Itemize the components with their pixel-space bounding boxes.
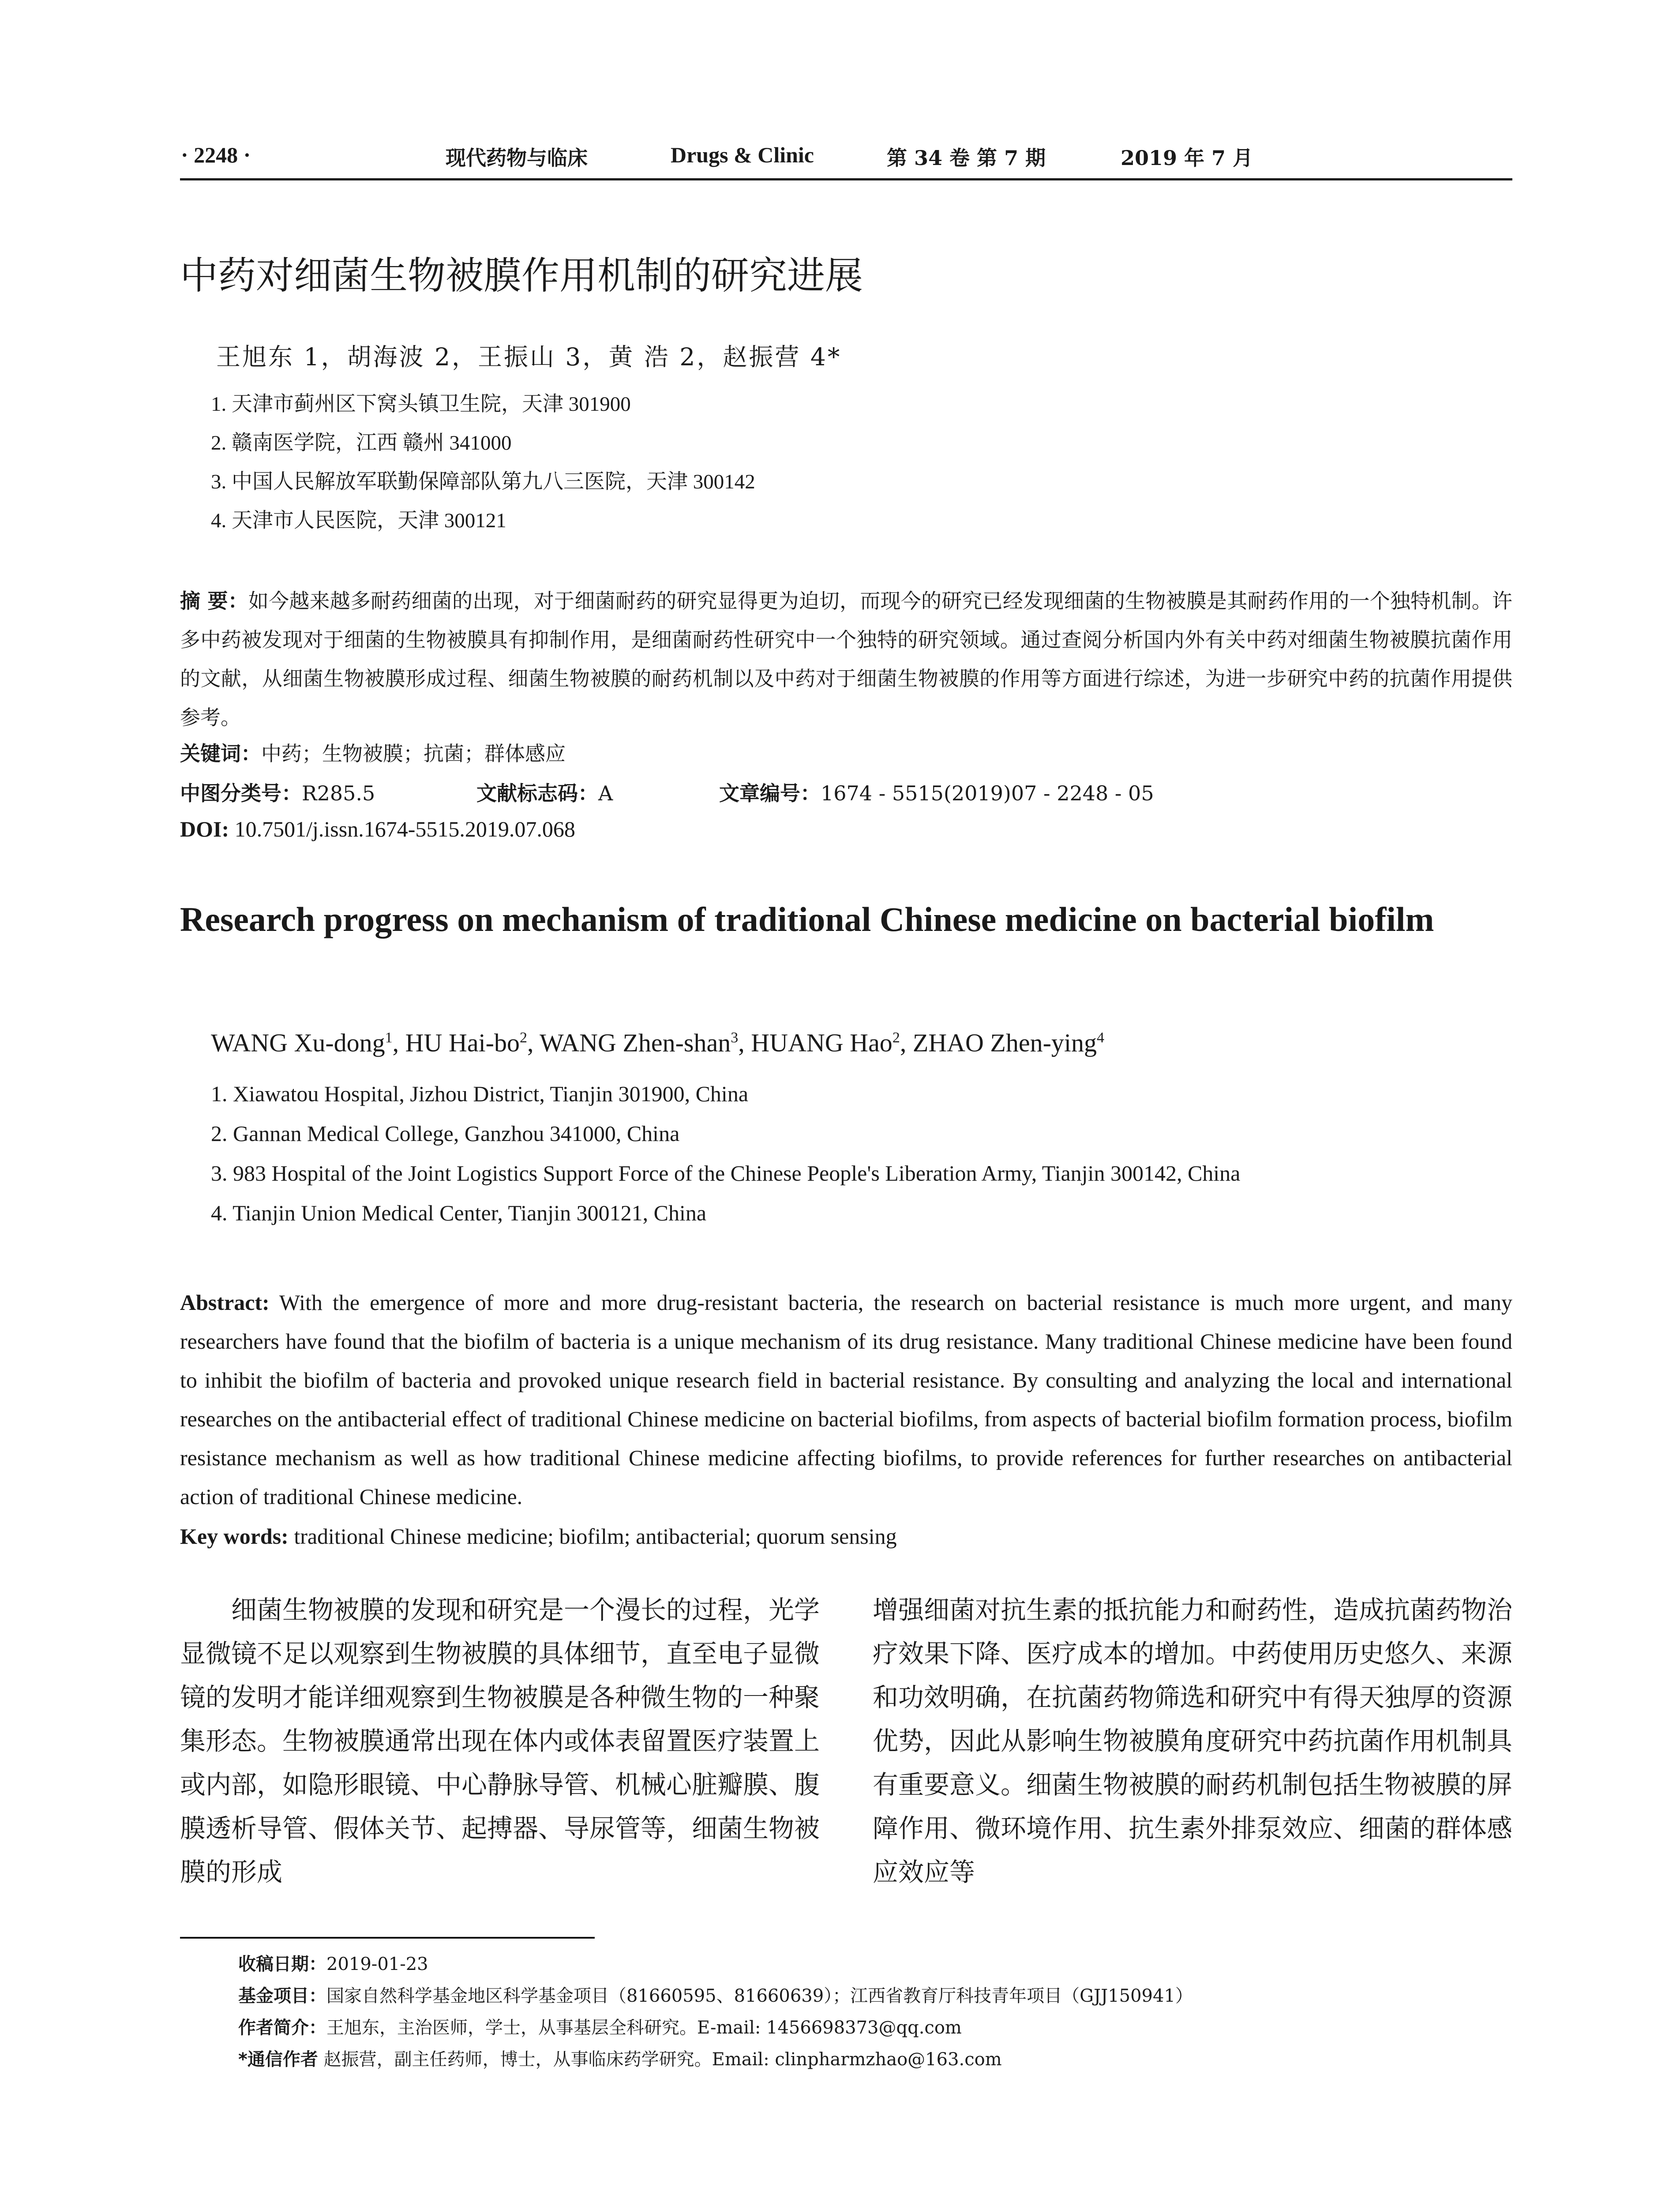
author-sep: ,	[738, 1028, 751, 1057]
issue-date: 2019 年 7 月	[1121, 146, 1253, 170]
author-sep: ,	[900, 1028, 913, 1057]
document-code-label: 文献标志码：	[476, 781, 598, 805]
classification-line	[180, 777, 375, 807]
author-name: HUANG Hao	[751, 1028, 892, 1057]
english-abstract	[180, 1283, 1512, 1516]
page-number: · 2248 ·	[181, 143, 251, 167]
author-sep: ,	[392, 1028, 405, 1057]
author-affil-sup: 3	[731, 1029, 739, 1046]
english-authors	[211, 1028, 1104, 1058]
english-affiliation-1: 1. Xiawatou Hospital, Jizhou District, Tianjin 301900, China	[211, 1081, 749, 1106]
footnote-text: 国家自然科学基金地区科学基金项目（81660595、81660639）；江西省教育厅科技青年项目（GJJ150941）	[326, 1986, 1193, 2006]
chinese-authors: 王旭东 1，胡海波 2，王振山 3，黄 浩 2，赵振营 4*	[216, 343, 842, 371]
author-affil-sup: 2	[520, 1029, 528, 1046]
chinese-affiliation-3: 3. 中国人民解放军联勤保障部队第九八三医院，天津 300142	[211, 470, 755, 493]
author-name: HU Hai-bo	[405, 1028, 520, 1057]
body-column-left: 细菌生物被膜的发现和研究是一个漫长的过程，光学显微镜不足以观察到生物被膜的具体细节，直至电子显微镜的发明才能详细观察到生物被膜是各种微生物的一种聚集形态。生物被膜通常出现在体内或体表留置医疗装置上或内部，如隐形眼镜、中心静脉导管、机械心脏瓣膜、腹膜透析导管、假体关节、起搏器、导尿管等，细菌生物被膜的形成	[180, 1595, 820, 1887]
author-name: WANG Xu-dong	[211, 1028, 385, 1057]
chinese-affiliation-2: 2. 赣南医学院，江西 赣州 341000	[211, 431, 512, 454]
chinese-keywords-label: 关键词：	[180, 742, 261, 765]
doi-line	[180, 816, 575, 842]
clc-label: 中图分类号：	[180, 781, 302, 805]
english-affiliation-3: 3. 983 Hospital of the Joint Logistics Support Force of the Chinese People's Liberation Army, Tianjin 300142, China	[211, 1161, 1241, 1186]
footnote-funding	[238, 1982, 1193, 2007]
english-affiliation-2: 2. Gannan Medical College, Ganzhou 341000, China	[211, 1121, 680, 1146]
footnote-text: 王旭东，主治医师，学士，从事基层全科研究。E-mail: 1456698373@qq.com	[326, 2018, 962, 2038]
running-header	[181, 142, 1504, 177]
footnote-label: 作者简介：	[238, 2018, 326, 2038]
chinese-affiliation-1: 1. 天津市蓟州区下窝头镇卫生院，天津 301900	[211, 393, 631, 416]
article-number	[719, 777, 1154, 807]
chinese-abstract	[180, 582, 1512, 737]
author-name: WANG Zhen-shan	[539, 1028, 731, 1057]
author-name: ZHAO Zhen-ying	[912, 1028, 1097, 1057]
journal-name-en: Drugs & Clinic	[671, 143, 814, 167]
document-code-value: A	[598, 781, 613, 805]
doi-label: DOI:	[180, 817, 229, 841]
footnote-corresponding	[238, 2045, 1002, 2071]
footnote-label: *通信作者	[238, 2049, 318, 2070]
english-keywords	[180, 1517, 1512, 1556]
body-column-right: 增强细菌对抗生素的抵抗能力和耐药性，造成抗菌药物治疗效果下降、医疗成本的增加。中药使用历史悠久、来源和功效明确，在抗菌药物筛选和研究中有得天独厚的资源优势，因此从影响生物被膜角度研究中药抗菌作用机制具有重要意义。细菌生物被膜的耐药机制包括生物被膜的屏障作用、微环境作用、抗生素外排泵效应、细菌的群体感应效应等	[873, 1595, 1513, 1887]
english-keywords-text: traditional Chinese medicine; biofilm; antibacterial; quorum sensing	[294, 1524, 897, 1549]
author-affil-sup: 2	[892, 1029, 900, 1046]
clc-value: R285.5	[302, 781, 375, 805]
chinese-keywords	[180, 738, 566, 767]
footnote-received	[238, 1950, 428, 1975]
chinese-keywords-text: 中药；生物被膜；抗菌；群体感应	[261, 742, 566, 765]
english-title: Research progress on mechanism of traditional Chinese medicine on bacterial biofilm	[180, 900, 1434, 938]
footnote-label: 基金项目：	[238, 1986, 326, 2006]
volume-issue: 第 34 卷 第 7 期	[887, 146, 1046, 170]
english-abstract-text: With the emergence of more and more drug-resistant bacteria, the research on bacterial resistance is much more urgent, and many researchers have found that the biofilm of bacteria is a unique mechanism of its drug resistance. Many traditional Chinese medicine have been found to inhibit the biofilm of bacteria and provoked unique research field in bacterial resistance. By consulting and analyzing the local and international researches on the antibacterial effect of traditional Chinese medicine on bacterial biofilms, from aspects of bacterial biofilm formation process, biofilm resistance mechanism as well as how traditional Chinese medicine affecting biofilms, to provide references for further researches on antibacterial action of traditional Chinese medicine.	[180, 1290, 1512, 1509]
footnote-text: 赵振营，副主任药师，博士，从事临床药学研究。Email: clinpharmzhao@163.com	[318, 2049, 1002, 2070]
footnote-text: 2019-01-23	[326, 1954, 428, 1974]
chinese-affiliation-4: 4. 天津市人民医院，天津 300121	[211, 509, 506, 532]
article-number-value: 1674 - 5515(2019)07 - 2248 - 05	[821, 781, 1154, 805]
chinese-abstract-label: 摘 要：	[180, 589, 248, 613]
footnote-author-bio	[238, 2014, 962, 2039]
chinese-abstract-text: 如今越来越多耐药细菌的出现，对于细菌耐药的研究显得更为迫切，而现今的研究已经发现细菌的生物被膜是其耐药作用的一个独特机制。许多中药被发现对于细菌的生物被膜具有抑制作用，是细菌耐药性研究中一个独特的研究领域。通过查阅分析国内外有关中药对细菌生物被膜抗菌作用的文献，从细菌生物被膜形成过程、细菌生物被膜的耐药机制以及中药对于细菌生物被膜的作用等方面进行综述，为进一步研究中药的抗菌作用提供参考。	[180, 589, 1513, 729]
footnote-rule	[180, 1937, 595, 1939]
chinese-title: 中药对细菌生物被膜作用机制的研究进展	[180, 254, 863, 298]
header-rule	[180, 178, 1512, 180]
english-affiliation-4: 4. Tianjin Union Medical Center, Tianjin 300121, China	[211, 1201, 707, 1225]
article-number-label: 文章编号：	[719, 781, 821, 805]
journal-name-cn: 现代药物与临床	[446, 146, 588, 170]
doi-value: 10.7501/j.issn.1674-5515.2019.07.068	[234, 817, 575, 841]
footnote-label: 收稿日期：	[238, 1954, 326, 1974]
english-keywords-label: Key words:	[180, 1524, 289, 1549]
document-code	[476, 777, 613, 807]
author-sep: ,	[527, 1028, 540, 1057]
author-affil-sup: 4	[1097, 1029, 1104, 1046]
author-affil-sup: 1	[385, 1029, 393, 1046]
english-abstract-label: Abstract:	[180, 1290, 270, 1315]
